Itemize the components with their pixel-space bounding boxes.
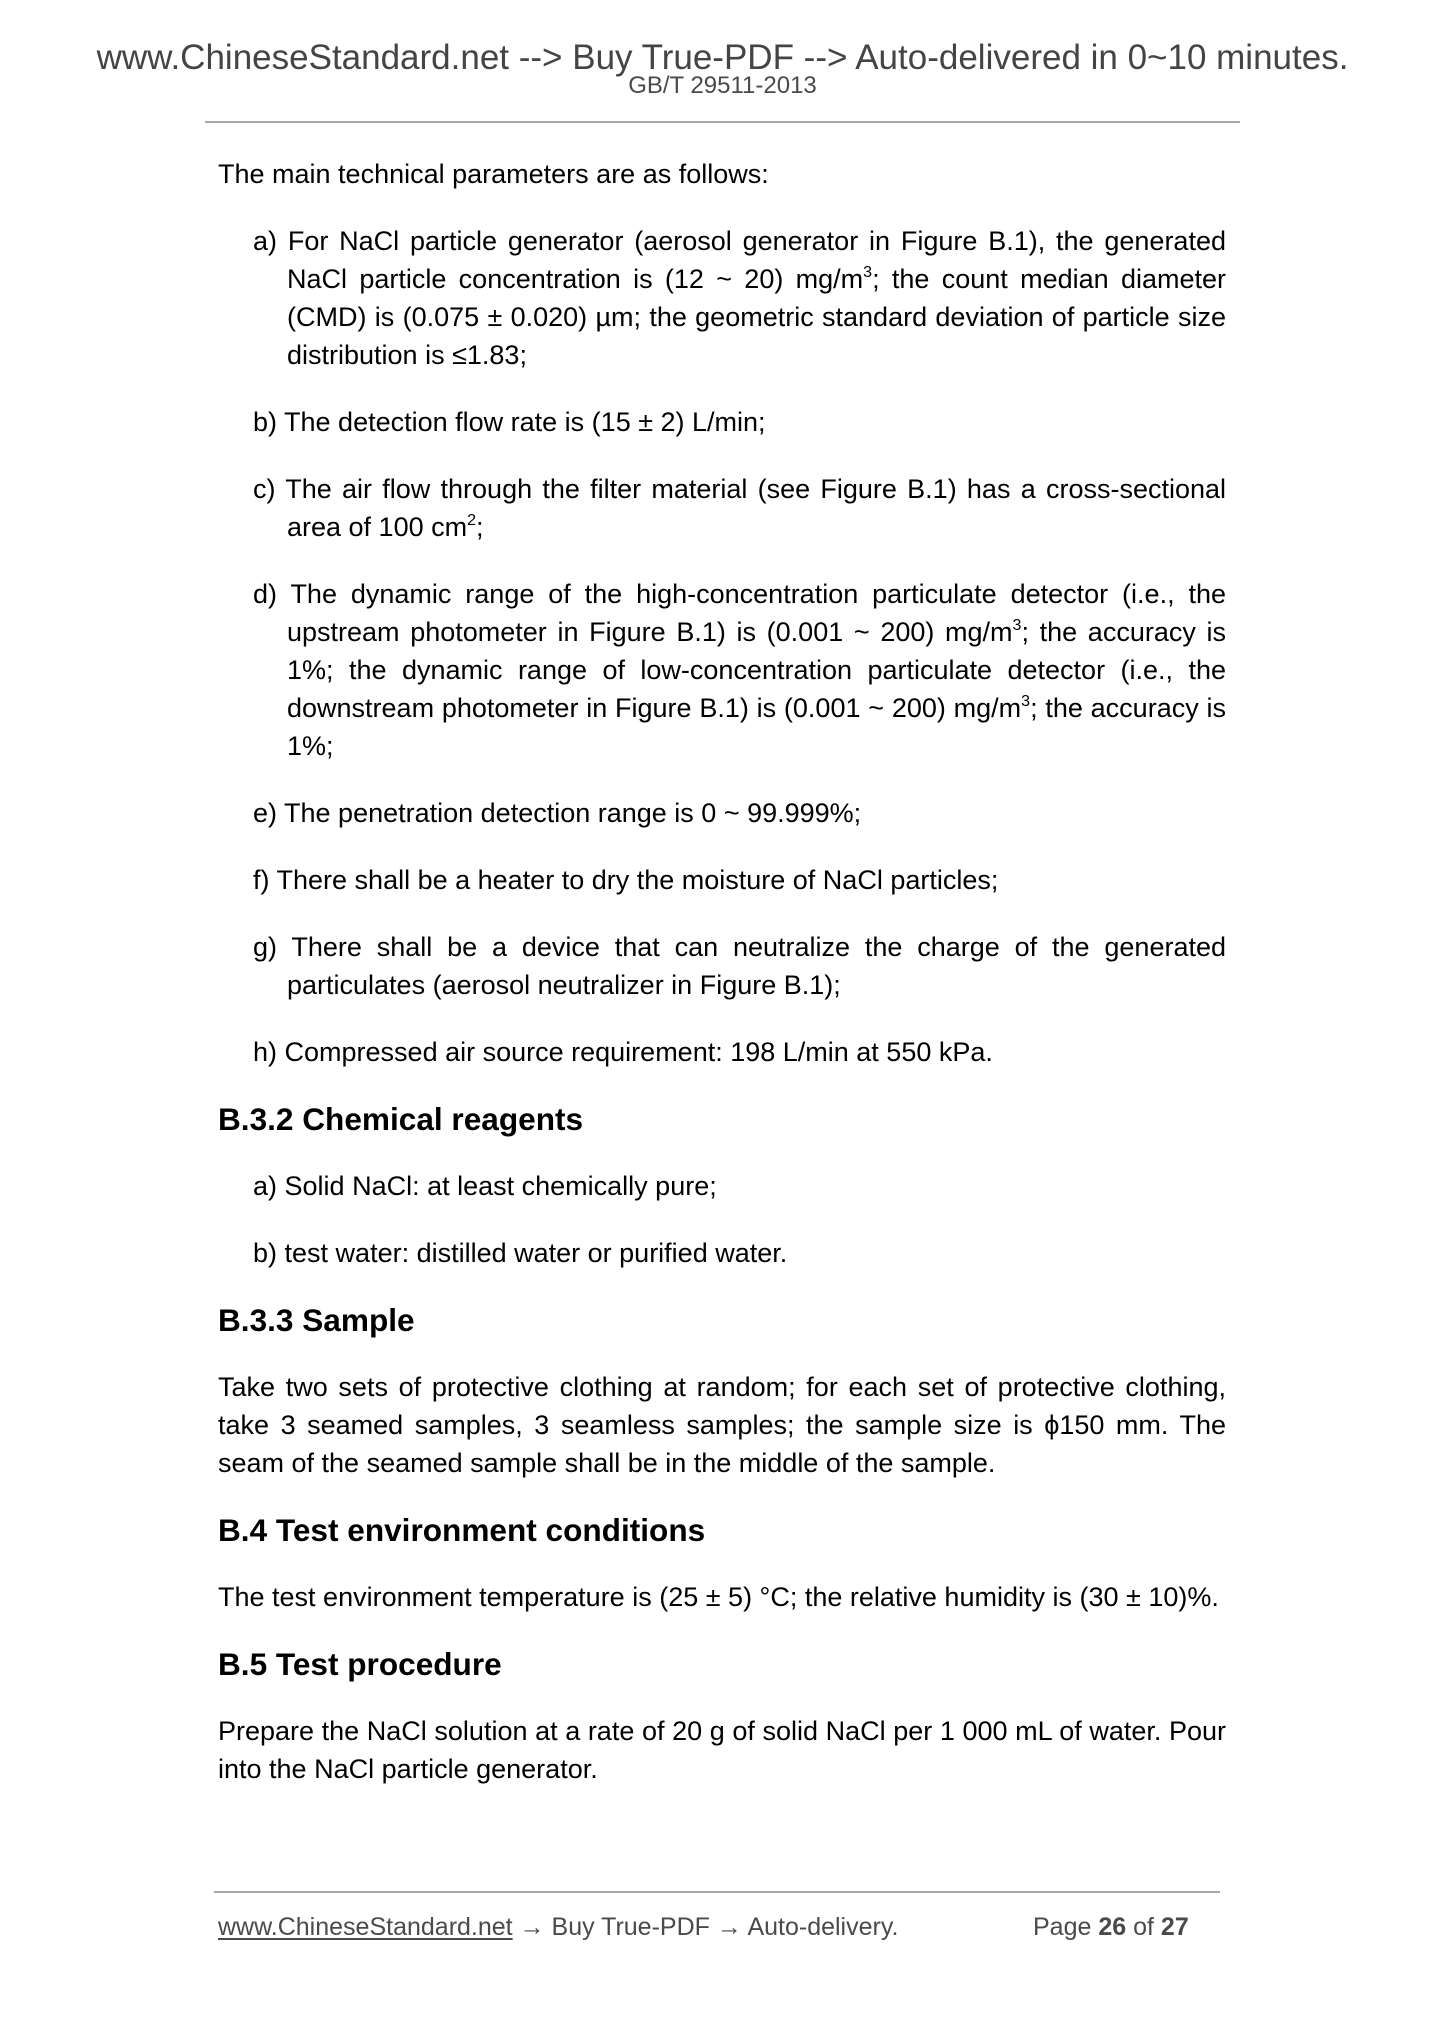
list-label: a) <box>253 1171 278 1201</box>
list-label: h) <box>253 1037 278 1067</box>
footer-buy-text: Buy True-PDF <box>551 1913 710 1941</box>
list-label: a) <box>253 226 278 256</box>
footer-divider <box>214 1891 1220 1893</box>
reagent-item-a: a) Solid NaCl: at least chemically pure; <box>253 1171 717 1201</box>
param-item-b: b) The detection flow rate is (15 ± 2) L/min; <box>253 407 766 437</box>
list-label: d) <box>253 579 278 609</box>
param-item-h: h) Compressed air source requirement: 198 L/min at 550 kPa. <box>253 1037 993 1067</box>
page-indicator <box>1033 1912 1189 1942</box>
sample-paragraph: Take two sets of protective clothing at random; for each set of protective clothing, take 3 seamed samples, 3 seamless samples; the sample size is ϕ150 mm. The seam of the seamed sample shall be in the middle of the sample. <box>218 1372 1226 1478</box>
section-heading-b33: B.3.3 Sample <box>218 1302 415 1338</box>
section-heading-b4: B.4 Test environment conditions <box>218 1512 706 1548</box>
standard-code: GB/T 29511-2013 <box>628 72 817 99</box>
total-pages-number: 27 <box>1160 1913 1189 1941</box>
arrow-right-icon: → <box>519 1913 545 1941</box>
footer-delivery-text: Auto-delivery. <box>747 1913 899 1941</box>
list-label: e) <box>253 798 278 828</box>
procedure-paragraph: Prepare the NaCl solution at a rate of 20 g of solid NaCl per 1 000 mL of water. Pour into the NaCl particle generator. <box>218 1716 1226 1784</box>
param-item-e: e) The penetration detection range is 0 ~ 99.999%; <box>253 798 862 828</box>
param-item-c: c) The air flow through the filter material (see Figure B.1) has a cross-sectional area of 100 $cm^2$; <box>253 474 1227 542</box>
of-label: of <box>1133 1913 1154 1941</box>
list-label: c) <box>253 474 276 504</box>
section-heading-b32: B.3.2 Chemical reagents <box>218 1101 584 1137</box>
intro-paragraph: The main technical parameters are as follows: <box>218 159 769 189</box>
list-label: b) <box>253 1238 278 1268</box>
current-page-number: 26 <box>1098 1913 1127 1941</box>
list-label: g) <box>253 932 278 962</box>
param-item-a: a) For NaCl particle generator (aerosol generator in Figure B.1), the generated NaCl particle concentration is (12 ~ 20) $mg/m^3$; the count median diameter (CMD) is (0.075 ± 0.020) µm; the geometric standard deviation of particle size distribution is ≤1.83; <box>253 226 1226 370</box>
section-heading-b5: B.5 Test procedure <box>218 1646 502 1682</box>
header-divider <box>205 121 1240 123</box>
arrow-right-icon: → <box>716 1913 742 1941</box>
reagent-item-b: b) test water: distilled water or purified water. <box>253 1238 788 1268</box>
page-label: Page <box>1033 1913 1092 1941</box>
environment-paragraph: The test environment temperature is (25 ± 5) °C; the relative humidity is (30 ± 10)%. <box>218 1582 1219 1612</box>
list-label: f) <box>253 865 270 895</box>
list-label: b) <box>253 407 278 437</box>
param-item-f: f) There shall be a heater to dry the moisture of NaCl particles; <box>253 865 999 895</box>
page-footer <box>218 1912 1218 1942</box>
page-header-banner: www.ChineseStandard.net --> Buy True-PDF --> Auto-delivered in 0~10 minutes. <box>96 38 1349 77</box>
param-item-g: g) There shall be a device that can neutralize the charge of the generated particulates (aerosol neutralizer in Figure B.1); <box>253 932 1227 1000</box>
param-item-d: d) The dynamic range of the high-concentration particulate detector (i.e., the upstream photometer in Figure B.1) is (0.001 ~ 200) $mg/m^3$; the accuracy is 1%; the dynamic range of low-concentration particulate detector (i.e., the downstream photometer in Figure B.1) is (0.001 ~ 200) $mg/m^3$; the accuracy is 1%; <box>253 579 1226 761</box>
footer-site-link[interactable]: www.ChineseStandard.net <box>218 1913 513 1941</box>
document-content <box>218 155 1226 1817</box>
